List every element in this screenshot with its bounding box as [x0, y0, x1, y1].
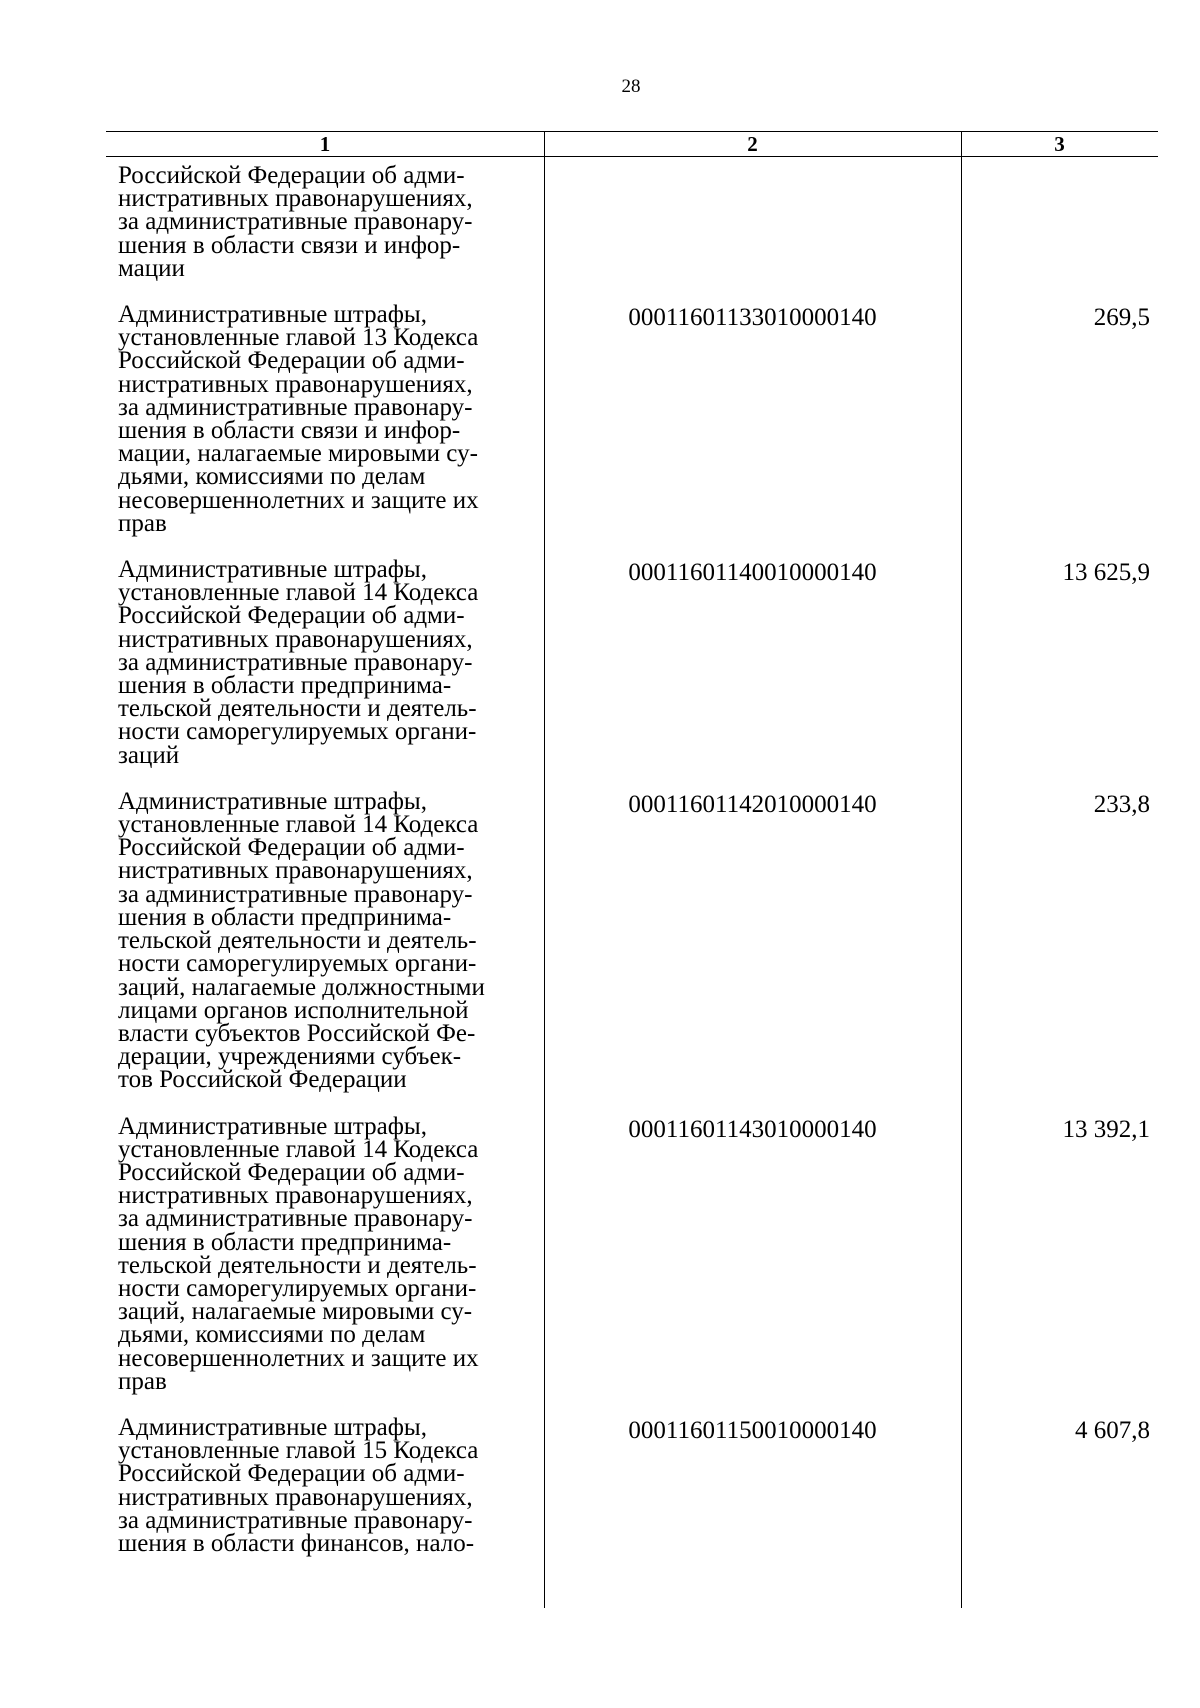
row-code: 00011601133010000140	[628, 304, 877, 332]
row-amount: 13 392,1	[1062, 1115, 1150, 1143]
row-amount: 233,8	[1093, 790, 1150, 818]
row-amount: 4 607,8	[1075, 1416, 1150, 1444]
row-code: 00011601142010000140	[628, 790, 877, 818]
row-code	[544, 164, 961, 167]
table-row	[106, 1112, 1158, 1395]
row-description: Административные штрафы, установленные главой 14 Кодекса Российской Федерации об адми- нистративных правонарушениях, за административные правонару- шения в области предпринима- тельской деятельности и деятель- ности саморегулируемых органи- заций, налагаемые мировыми су- дьями, комиссиями по делам несовершеннолетних и защите их прав	[118, 1112, 479, 1395]
row-code: 00011601143010000140	[628, 1115, 877, 1143]
column-header-3: 3	[1054, 132, 1065, 156]
table-row	[106, 1413, 1158, 1557]
table-body	[106, 164, 1158, 1555]
row-description: Российской Федерации об адми- нистративных правонарушениях, за административные правонару- шения в области связи и инфор- мации	[118, 162, 473, 282]
row-amount: 13 625,9	[1062, 559, 1150, 587]
table-row	[106, 787, 1158, 1094]
row-amount: 269,5	[1093, 304, 1150, 332]
table-row	[106, 558, 1158, 767]
row-code: 00011601140010000140	[628, 559, 877, 587]
row-description: Административные штрафы, установленные главой 14 Кодекса Российской Федерации об адми- нистративных правонарушениях, за административные правонару- шения в области предпринима- тельской деятельности и деятель- ности саморегулируемых органи- заций, налагаемые должностными лицами органов исполнительной власти субъектов Российской Фе- дерации, учреждениями субъек- тов Российской Федерации	[118, 787, 485, 1094]
row-description: Административные штрафы, установленные главой 13 Кодекса Российской Федерации об адми- нистративных правонарушениях, за административные правонару- шения в области связи и инфор- мации, налагаемые мировыми су- дьями, комиссиями по делам несовершеннолетних и защите их прав	[118, 301, 479, 537]
page-number: 28	[621, 76, 641, 97]
table-header-rule	[106, 156, 1158, 157]
column-header-2: 2	[747, 132, 758, 156]
row-description: Административные штрафы, установленные главой 15 Кодекса Российской Федерации об адми- нистративных правонарушениях, за административные правонару- шения в области финансов, нало-	[118, 1413, 479, 1557]
revenue-table	[106, 131, 1158, 1608]
table-row	[106, 164, 1158, 280]
column-header-1: 1	[319, 132, 331, 156]
row-description: Административные штрафы, установленные главой 14 Кодекса Российской Федерации об адми- нистративных правонарушениях, за административные правонару- шения в области предпринима- тельской деятельности и деятель- ности саморегулируемых органи- заций	[118, 556, 479, 769]
row-amount	[961, 164, 1158, 167]
row-code: 00011601150010000140	[628, 1416, 877, 1444]
table-row	[106, 303, 1158, 535]
